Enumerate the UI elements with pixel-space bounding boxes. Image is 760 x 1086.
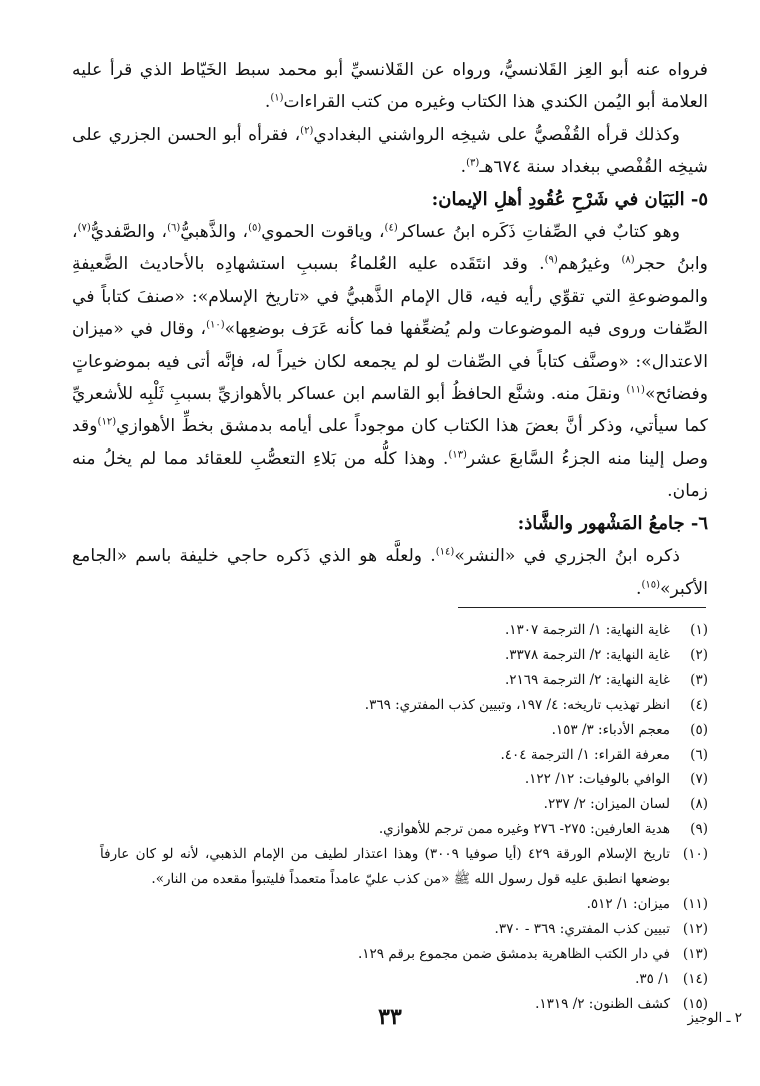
footnote-number: (١٤) <box>682 970 708 987</box>
footnote-number: (٥) <box>690 721 708 738</box>
footnote-ref[interactable]: (٨) <box>621 254 635 266</box>
footnote-item <box>100 942 708 967</box>
footnote-ref[interactable]: (٢) <box>300 125 314 137</box>
footnote-number: (٧) <box>690 771 708 788</box>
footnote-ref[interactable]: (١٢) <box>97 416 117 428</box>
footnote-item <box>100 693 708 718</box>
footnote-item <box>100 842 708 892</box>
footnote-text: كشف الظنون: ٢/ ١٣١٩. <box>535 995 670 1012</box>
footnote-ref[interactable]: (٦) <box>167 222 181 234</box>
footnote-ref[interactable]: (١) <box>270 92 284 104</box>
footnote-number: (٩) <box>690 821 708 838</box>
footnotes-list <box>100 618 708 1017</box>
footnote-item <box>100 643 708 668</box>
footnote-item <box>100 892 708 917</box>
footnote-text: الوافي بالوفيات: ١٢/ ١٢٢. <box>524 771 670 788</box>
footnote-number: (١١) <box>682 895 708 912</box>
footnote-text: معجم الأدباء: ٣/ ١٥٣. <box>551 721 670 738</box>
print-signature: ٢ ـ الوجيز <box>687 1010 742 1026</box>
footnote-ref[interactable]: (٥) <box>248 222 262 234</box>
footnote-item <box>100 767 708 792</box>
footnote-text: تبيين كذب المفتري: ٣٦٩ - ٣٧٠. <box>494 920 670 937</box>
footnote-number: (٤) <box>690 696 708 713</box>
footnote-item <box>100 668 708 693</box>
footnote-number: (١) <box>690 622 708 638</box>
footnote-ref[interactable]: (١٥) <box>641 578 661 590</box>
footnote-text: تاريخ الإسلام الورقة ٤٢٩ (أيا صوفيا ٣٠٠٩) وهذا اعتذار لطيف من الإمام الذهبي، لأنه لو كان عارفاً بوضعها انطبق عليه قول رسول الله ﷺ «من كذب عليّ عامداً متعمداً فليتبوأ مقعده من النار». <box>100 846 670 888</box>
paragraph-1: فرواه عنه أبو العِز القَلانسيُّ، ورواه عن القَلانسيِّ أبو محمد سبط الخَيّاط الذي قرأ عليه العلامة أبو اليُمن الكندي هذا الكتاب وغيره من كتب القراءات$^{(١)}$. <box>72 60 708 113</box>
footnote-text: لسان الميزان: ٢/ ٢٣٧. <box>543 796 670 813</box>
footnote-divider <box>458 607 706 608</box>
paragraph-4: ذكره ابنُ الجزري في «النشر»$^{(١٤)}$. ولعلَّه هو الذي ذَكره حاجي خليفة باسم «الجامع الأكبر»$^{(١٥)}$. <box>72 546 708 599</box>
footnote-text: انظر تهذيب تاريخه: ٤/ ١٩٧، وتبيين كذب المفتري: ٣٦٩. <box>364 696 670 713</box>
footnote-number: (١٣) <box>682 945 708 962</box>
footnote-ref[interactable]: (٧) <box>77 222 91 234</box>
footnote-ref[interactable]: (١٠) <box>206 319 225 331</box>
footnote-number: (١٥) <box>682 995 708 1012</box>
section-heading-6: ٦- جامعُ المَشْهور والشَّاذ: <box>517 512 708 534</box>
footnote-text: ميزان: ١/ ٥١٢. <box>586 895 670 912</box>
footnote-ref[interactable]: (١٤) <box>435 546 455 558</box>
footnote-ref[interactable]: (١١) <box>626 384 645 396</box>
footnote-text: غاية النهاية: ٢/ الترجمة ٢١٦٩. <box>504 671 670 688</box>
footnote-text: هدية العارفين: ٢٧٥- ٢٧٦ وغيره ممن ترجم للأهوازي. <box>378 821 670 838</box>
footnote-item <box>100 792 708 817</box>
footnote-number: (١٢) <box>682 920 708 937</box>
footnote-ref[interactable]: (٣) <box>466 157 480 169</box>
page-number: ٣٣ <box>378 1004 402 1030</box>
footnote-number: (٣) <box>690 671 708 688</box>
footnote-item <box>100 967 708 992</box>
footnote-item <box>100 743 708 768</box>
footnote-number: (٦) <box>690 746 708 763</box>
footnote-number: (٨) <box>690 796 708 813</box>
paragraph-3: وهو كتابٌ في الصِّفاتِ ذَكَره ابنُ عساكر$^{(٤)}$، وياقوت الحموي$^{(٥)}$، والذَّهبيُّ$^{(٦)}$، والصَّفديُّ$^{(٧)}$، وابنُ حجر$^{(٨)}$ وغيرُهم$^{(٩)}$. وقد انتَقَده عليه العُلماءُ بسببِ استشهادِه بالأحاديث الضَّعيفةِ والموضوعةِ التي تقوِّي رأيه فيه، قال الإمام الذَّهبيُّ في «تاريخ الإسلام»: «صنفَ كتاباً في الصِّفات وروى فيه الموضوعات ولم يُضعِّفها فما كأنه عَرَف بوضعِها»$^{(١٠)}$، وقال في «ميزان الاعتدال»: «وصنَّف كتاباً في الصِّفات لو لم يجمعه لكان خيراً له، فإنَّه أتى فيه بموضوعاتٍ وفضائح»$^{(١١)}$ ونقلَ منه. وشنَّع الحافظُ أبو القاسم ابن عساكر بالأهوازيِّ بسببِ ثَلْبِه للأشعريِّ كما سيأتي، وذكر أنَّ بعضَ هذا الكتاب كان موجوداً على أيامه بدمشق بخطِّ الأهوازي$^{(١٢)}$وقد وصل إلينا منه الجزءُ السَّابعَ عشر$^{(١٣)}$. وهذا كلُّه من بَلاءِ التعصُّبِ للعقائد مما لم يخلُ منه زمان. <box>72 222 708 502</box>
footnote-item <box>100 817 708 842</box>
footnote-text: غاية النهاية: ٢/ الترجمة ٣٣٧٨. <box>504 646 670 663</box>
paragraph-2: وكذلك قرأه القُفْصيُّ على شيخِه الرواشني البغدادي$^{(٢)}$، فقرأه أبو الحسن الجزري على شيخِه القُفْصي ببغداد سنة ٦٧٤هـ$^{(٣)}$. <box>72 124 708 178</box>
footnote-text: معرفة القراء: ١/ الترجمة ٤٠٤. <box>500 746 670 763</box>
footnote-item <box>100 917 708 942</box>
section-heading-5: ٥- البَيَان في شَرْحِ عُقُودِ أهلِ الإيمان: <box>431 188 708 210</box>
main-text <box>72 54 708 605</box>
footnote-ref[interactable]: (١٣) <box>448 449 467 461</box>
footnote-text: غاية النهاية: ١/ الترجمة ١٣٠٧. <box>504 622 670 638</box>
footnote-item <box>100 718 708 743</box>
footnote-number: (٢) <box>690 646 708 663</box>
footnote-number: (١٠) <box>682 846 708 863</box>
footnote-ref[interactable]: (٩) <box>544 254 558 266</box>
footnote-item <box>100 618 708 643</box>
footnote-ref[interactable]: (٤) <box>384 222 398 234</box>
footnote-text: في دار الكتب الظاهرية بدمشق ضمن مجموع برقم ١٢٩. <box>358 945 670 962</box>
footnote-text: ١/ ٣٥. <box>635 970 670 987</box>
